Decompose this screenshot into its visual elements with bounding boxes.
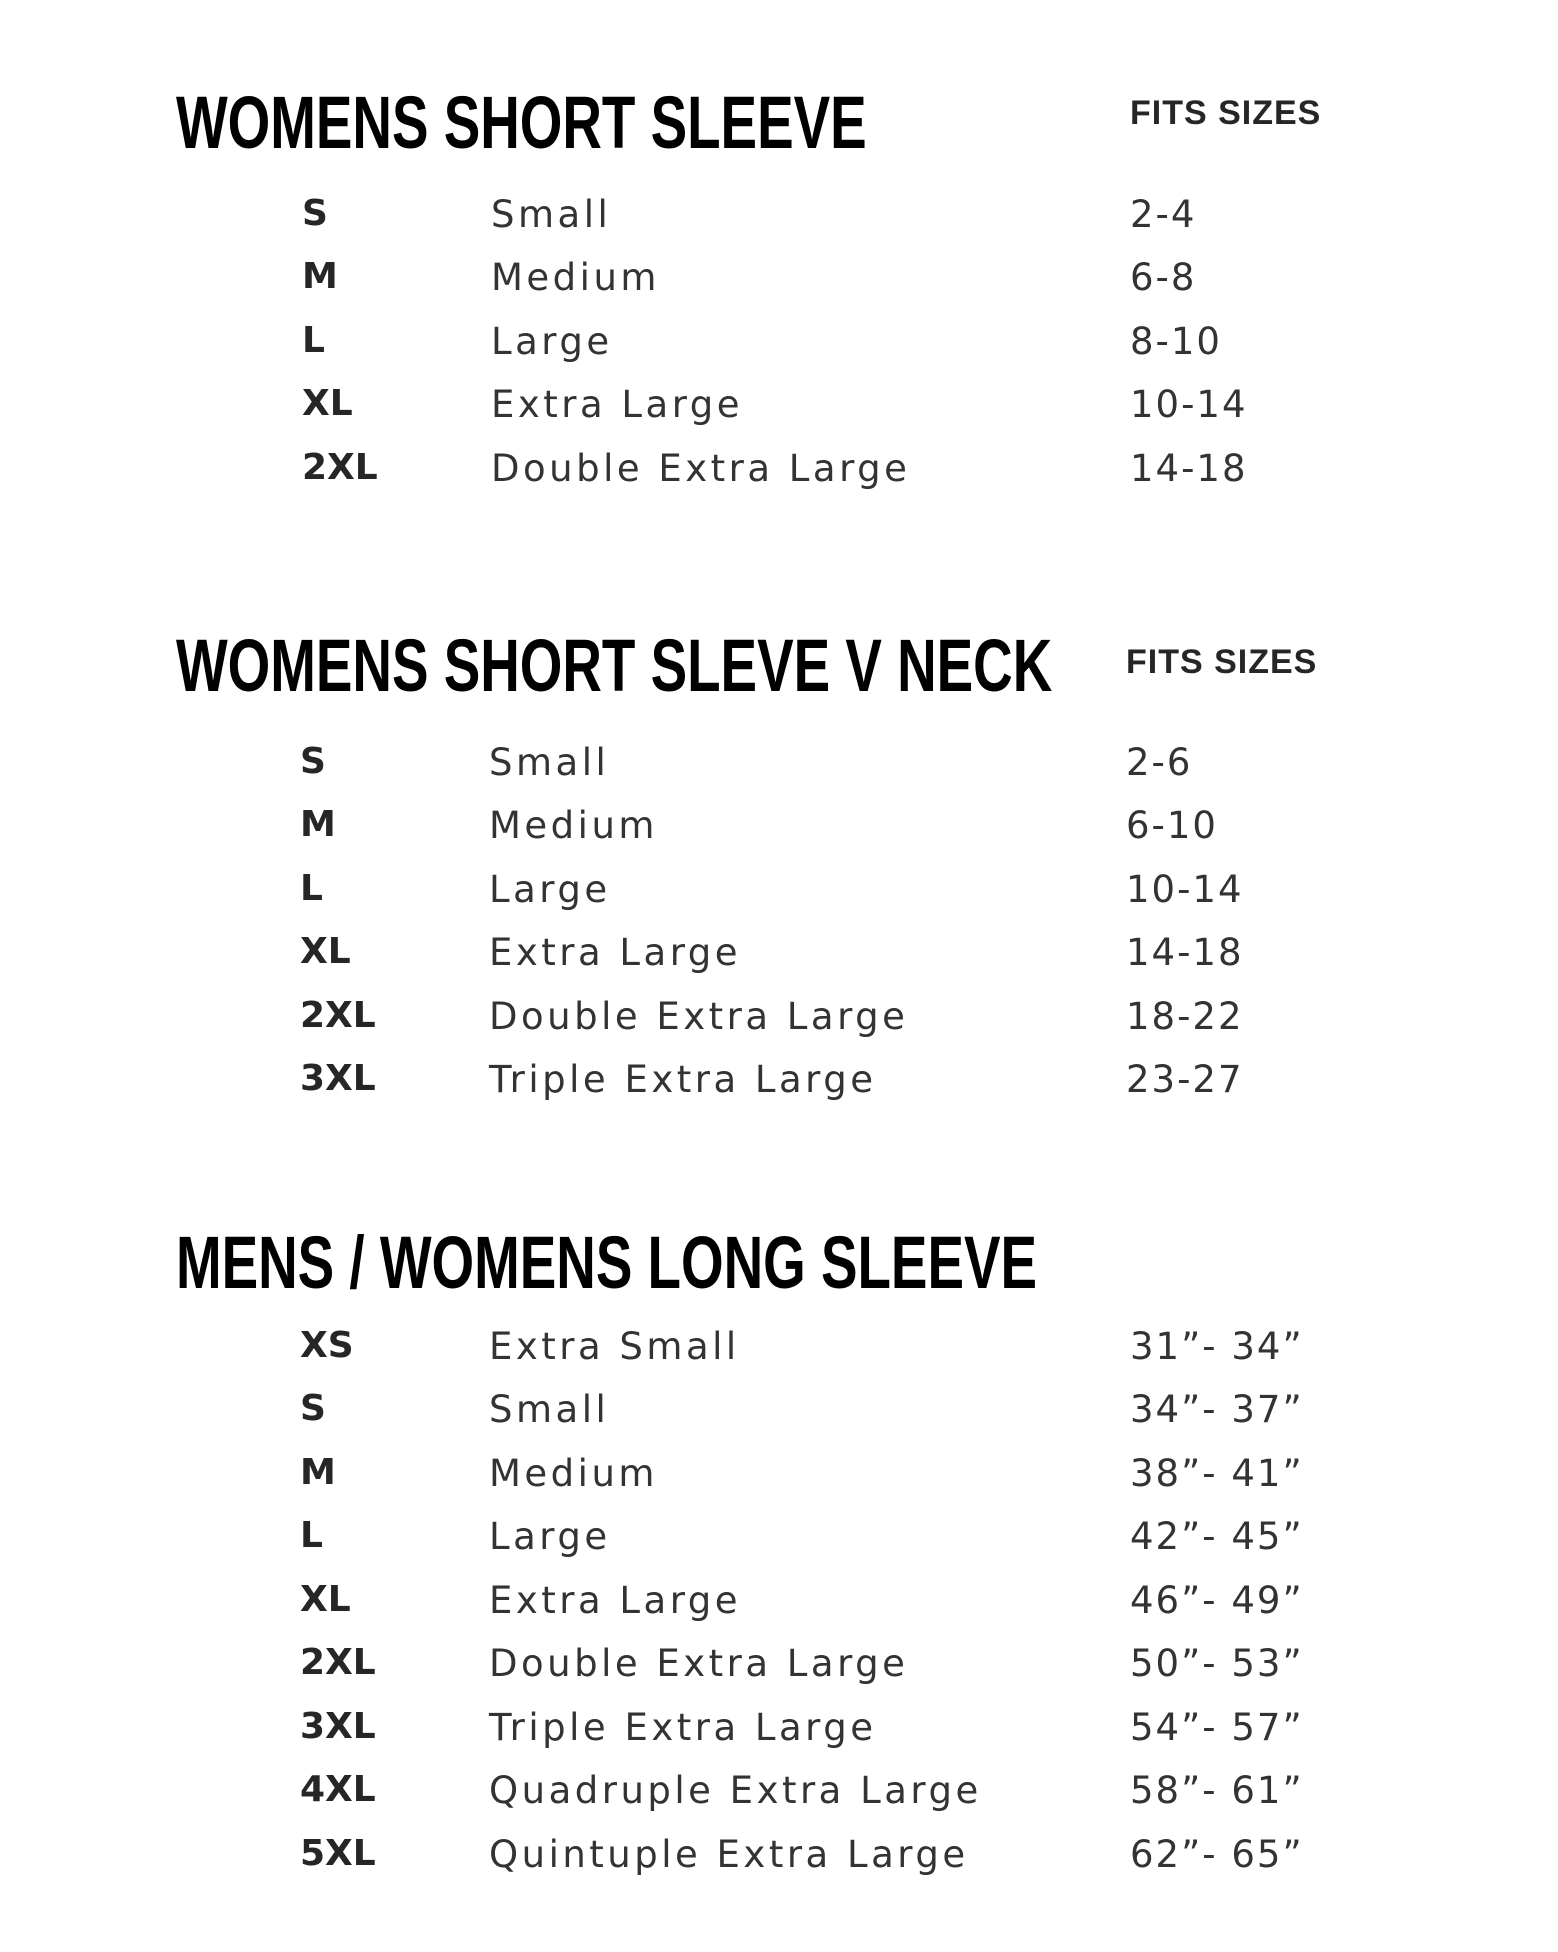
size-name: Extra Large [491,383,744,426]
size-row [0,447,1558,500]
size-row [0,383,1558,436]
size-name: Extra Large [489,931,742,974]
size-row [0,1452,1558,1505]
size-row [0,1769,1558,1822]
section-title: MENS / WOMENS LONG SLEEVE [176,1221,1038,1304]
fits-sizes-header: FITS SIZES [1130,94,1322,132]
size-name: Small [491,193,612,236]
size-row [0,995,1558,1048]
size-name: Large [491,320,613,363]
size-row [0,1706,1558,1759]
section-title: WOMENS SHORT SLEEVE [176,81,867,164]
section-title: WOMENS SHORT SLEVE V NECK [176,624,1053,707]
size-code: 5XL [300,1833,376,1874]
size-code: L [300,868,323,909]
size-row [0,193,1558,246]
size-row [0,1388,1558,1441]
fits-size-range: 38”- 41” [1130,1452,1304,1495]
fits-size-range: 54”- 57” [1130,1706,1304,1749]
size-row [0,1325,1558,1378]
size-name: Double Extra Large [489,1642,909,1685]
size-row [0,741,1558,794]
size-name: Extra Small [489,1325,740,1368]
size-code: M [302,256,338,297]
fits-size-range: 34”- 37” [1130,1388,1304,1431]
size-row [0,320,1558,373]
fits-size-range: 6-8 [1130,256,1197,299]
size-code: 4XL [300,1769,376,1810]
size-name: Medium [489,804,658,847]
size-code: XL [300,931,351,972]
fits-size-range: 58”- 61” [1130,1769,1304,1812]
size-code: 2XL [302,447,378,488]
size-name: Medium [489,1452,658,1495]
size-name: Medium [491,256,660,299]
size-code: 3XL [300,1706,376,1747]
size-row [0,1833,1558,1886]
size-code: S [302,193,328,234]
fits-size-range: 10-14 [1126,868,1244,911]
size-code: S [300,741,326,782]
size-name: Quadruple Extra Large [489,1769,982,1812]
fits-sizes-header: FITS SIZES [1126,643,1318,681]
fits-size-range: 42”- 45” [1130,1515,1304,1558]
fits-size-range: 46”- 49” [1130,1579,1304,1622]
size-row [0,868,1558,921]
size-name: Double Extra Large [489,995,909,1038]
fits-size-range: 2-6 [1126,741,1193,784]
size-code: XL [300,1579,351,1620]
size-name: Quintuple Extra Large [489,1833,969,1876]
size-row [0,1642,1558,1695]
size-code: M [300,804,336,845]
size-code: L [300,1515,323,1556]
size-row [0,1058,1558,1111]
size-code: XS [300,1325,354,1366]
size-name: Small [489,1388,610,1431]
fits-size-range: 2-4 [1130,193,1197,236]
fits-size-range: 23-27 [1126,1058,1244,1101]
fits-size-range: 14-18 [1130,447,1248,490]
fits-size-range: 31”- 34” [1130,1325,1304,1368]
size-row [0,931,1558,984]
size-name: Triple Extra Large [489,1706,877,1749]
size-code: 2XL [300,995,376,1036]
fits-size-range: 10-14 [1130,383,1248,426]
size-row [0,256,1558,309]
size-row [0,804,1558,857]
size-name: Double Extra Large [491,447,911,490]
fits-size-range: 14-18 [1126,931,1244,974]
size-code: 3XL [300,1058,376,1099]
size-code: 2XL [300,1642,376,1683]
size-name: Large [489,1515,611,1558]
size-code: L [302,320,325,361]
size-row [0,1579,1558,1632]
fits-size-range: 6-10 [1126,804,1218,847]
fits-size-range: 18-22 [1126,995,1244,1038]
fits-size-range: 50”- 53” [1130,1642,1304,1685]
size-name: Small [489,741,610,784]
size-name: Extra Large [489,1579,742,1622]
size-name: Triple Extra Large [489,1058,877,1101]
fits-size-range: 62”- 65” [1130,1833,1304,1876]
size-code: XL [302,383,353,424]
size-name: Large [489,868,611,911]
size-code: M [300,1452,336,1493]
size-code: S [300,1388,326,1429]
size-row [0,1515,1558,1568]
fits-size-range: 8-10 [1130,320,1222,363]
